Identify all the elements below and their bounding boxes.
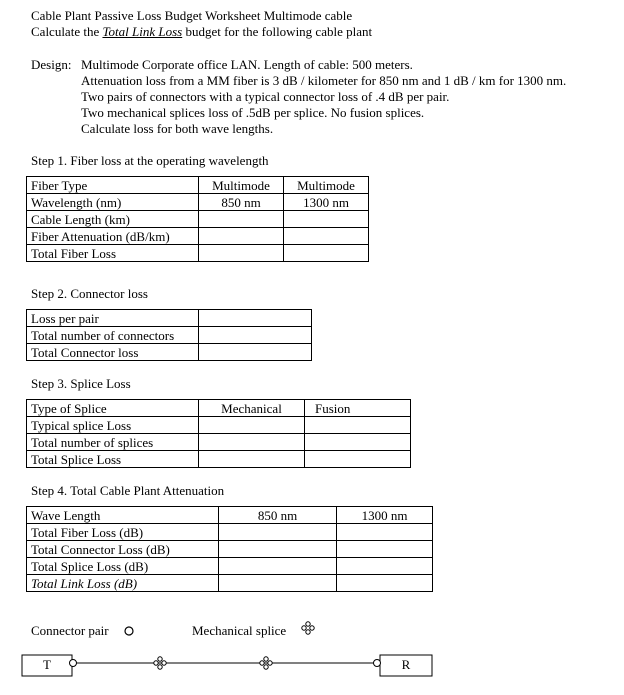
design-line-3: Two pairs of connectors with a typical connector loss of .4 dB per pair.	[81, 89, 450, 104]
design-line-4: Two mechanical splices loss of .5dB per splice. No fusion splices.	[81, 105, 425, 120]
connector-legend-label: Connector pair	[31, 623, 109, 638]
step4-heading: Step 4. Total Cable Plant Attenuation	[31, 483, 225, 498]
table-cell: 850 nm	[199, 194, 284, 211]
splice-legend-label: Mechanical splice	[192, 623, 287, 638]
table-cell: 1300 nm	[337, 507, 433, 524]
table-cell: Total Fiber Loss (dB)	[27, 524, 219, 541]
receiver-label: R	[401, 657, 411, 672]
design-line-2: Attenuation loss from a MM fiber is 3 dB / kilometer for 850 nm and 1 dB / km for 1300 nm.	[81, 73, 567, 88]
table-cell: Mechanical	[199, 400, 305, 417]
table-cell: Multimode	[284, 177, 369, 194]
table-cell: Fiber Type	[27, 177, 199, 194]
step2-heading: Step 2. Connector loss	[31, 286, 148, 301]
table-cell: Total Connector loss	[27, 344, 199, 361]
table-cell: Type of Splice	[27, 400, 199, 417]
table-cell: Fusion	[305, 400, 411, 417]
table-cell: 1300 nm	[284, 194, 369, 211]
connector-pair-icon	[125, 627, 133, 635]
table-cell: Loss per pair	[27, 310, 199, 327]
transmitter-label: T	[43, 657, 51, 672]
table-cell: Wave Length	[27, 507, 219, 524]
table-cell: 850 nm	[219, 507, 337, 524]
table-cell: Cable Length (km)	[27, 211, 199, 228]
design-line-5: Calculate loss for both wave lengths.	[81, 121, 274, 136]
table-cell: Fiber Attenuation (dB/km)	[27, 228, 199, 245]
design-label: Design:	[31, 57, 72, 72]
table-cell: Total Splice Loss (dB)	[27, 558, 219, 575]
mechanical-splice-icon	[302, 622, 314, 634]
table-cell: Multimode	[199, 177, 284, 194]
table-cell: Total Fiber Loss	[27, 245, 199, 262]
table-cell: Total number of splices	[27, 434, 199, 451]
subtitle-pre: Calculate the	[31, 24, 103, 39]
worksheet-title: Cable Plant Passive Loss Budget Worksheet Multimode cable	[31, 8, 353, 23]
subtitle-post: budget for the following cable plant	[182, 24, 373, 39]
total-link-loss-emphasis: Total Link Loss	[102, 24, 183, 39]
step1-heading: Step 1. Fiber loss at the operating wavelength	[31, 153, 269, 168]
table-cell: Total Link Loss (dB)	[27, 575, 219, 592]
table-cell: Total number of connectors	[27, 327, 199, 344]
table-cell: Typical splice Loss	[27, 417, 199, 434]
table-cell: Total Connector Loss (dB)	[27, 541, 219, 558]
step3-heading: Step 3. Splice Loss	[31, 376, 131, 391]
table-cell: Total Splice Loss	[27, 451, 199, 468]
design-line-1: Multimode Corporate office LAN. Length of cable: 500 meters.	[81, 57, 413, 72]
table-cell: Wavelength (nm)	[27, 194, 199, 211]
